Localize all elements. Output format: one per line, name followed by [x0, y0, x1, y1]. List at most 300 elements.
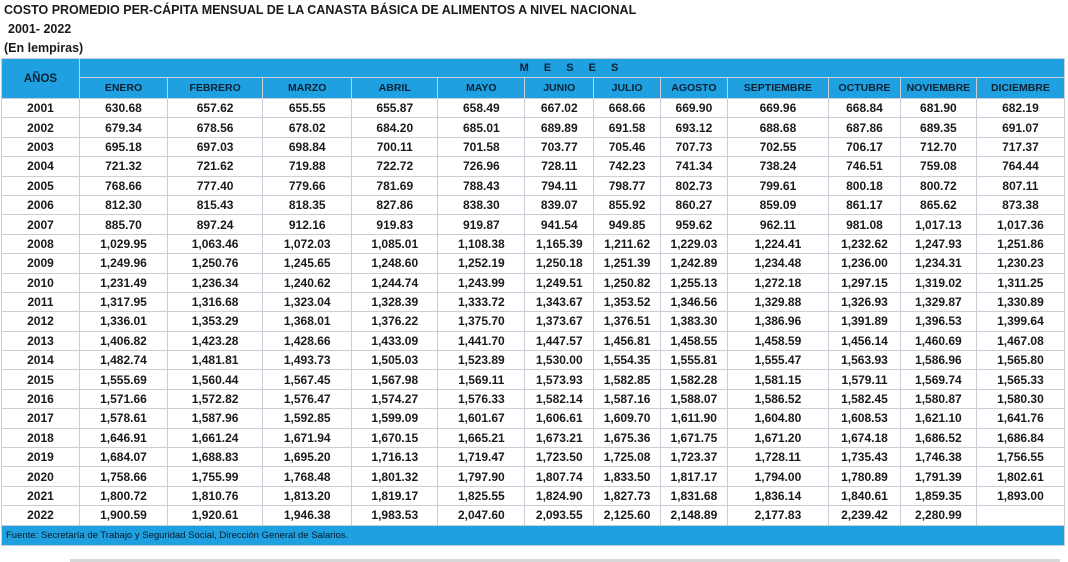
value-cell: 1,755.99 — [168, 467, 263, 486]
unit-label: (En lempiras) — [4, 41, 84, 55]
table-row — [2, 486, 1065, 505]
value-cell: 1,441.70 — [438, 331, 525, 350]
value-cell: 1,328.39 — [352, 292, 438, 311]
value-cell: 701.58 — [438, 137, 525, 156]
value-cell: 702.55 — [727, 137, 828, 156]
value-cell: 777.40 — [168, 176, 263, 195]
value-cell: 1,236.00 — [829, 254, 901, 273]
value-cell: 691.07 — [976, 118, 1064, 137]
value-cell: 1,368.01 — [263, 312, 352, 331]
value-cell: 799.61 — [727, 176, 828, 195]
value-cell: 679.34 — [79, 118, 167, 137]
value-cell: 1,447.57 — [525, 331, 594, 350]
value-cell: 712.70 — [900, 137, 976, 156]
value-cell: 1,250.82 — [594, 273, 661, 292]
value-cell: 1,456.81 — [594, 331, 661, 350]
value-cell: 678.56 — [168, 118, 263, 137]
value-cell: 1,560.44 — [168, 370, 263, 389]
value-cell: 855.92 — [594, 195, 661, 214]
value-cell: 2,177.83 — [727, 506, 828, 525]
month-header: JULIO — [594, 78, 661, 99]
value-cell: 726.96 — [438, 157, 525, 176]
value-cell: 1,029.95 — [79, 234, 167, 253]
year-cell: 2001 — [2, 99, 80, 118]
value-cell: 2,280.99 — [900, 506, 976, 525]
value-cell: 919.83 — [352, 215, 438, 234]
year-cell: 2002 — [2, 118, 80, 137]
value-cell: 802.73 — [661, 176, 728, 195]
value-cell: 1,946.38 — [263, 506, 352, 525]
value-cell: 1,554.35 — [594, 351, 661, 370]
value-cell: 1,695.20 — [263, 448, 352, 467]
value-cell: 1,467.08 — [976, 331, 1064, 350]
value-cell: 1,242.89 — [661, 254, 728, 273]
value-cell: 1,920.61 — [168, 506, 263, 525]
month-header: FEBRERO — [168, 78, 263, 99]
value-cell: 1,353.29 — [168, 312, 263, 331]
value-cell: 1,582.45 — [829, 389, 901, 408]
value-cell: 1,574.27 — [352, 389, 438, 408]
value-cell: 1,456.14 — [829, 331, 901, 350]
value-cell: 1,330.89 — [976, 292, 1064, 311]
price-table — [1, 58, 1065, 546]
value-cell: 959.62 — [661, 215, 728, 234]
value-cell: 721.32 — [79, 157, 167, 176]
value-cell: 1,297.15 — [829, 273, 901, 292]
value-cell: 1,670.15 — [352, 428, 438, 447]
value-cell: 759.08 — [900, 157, 976, 176]
month-header-row — [2, 78, 1065, 99]
value-cell: 669.96 — [727, 99, 828, 118]
value-cell: 1,580.87 — [900, 389, 976, 408]
value-cell: 1,316.68 — [168, 292, 263, 311]
table-row — [2, 331, 1065, 350]
month-header: JUNIO — [525, 78, 594, 99]
value-cell: 1,063.46 — [168, 234, 263, 253]
value-cell: 1,588.07 — [661, 389, 728, 408]
value-cell: 1,604.80 — [727, 409, 828, 428]
value-cell: 1,376.51 — [594, 312, 661, 331]
value-cell: 693.12 — [661, 118, 728, 137]
value-cell: 1,674.18 — [829, 428, 901, 447]
value-cell: 1,587.96 — [168, 409, 263, 428]
value-cell: 1,252.19 — [438, 254, 525, 273]
year-cell: 2022 — [2, 506, 80, 525]
table-row — [2, 137, 1065, 156]
value-cell: 700.11 — [352, 137, 438, 156]
value-cell: 1,728.11 — [727, 448, 828, 467]
value-cell: 1,329.88 — [727, 292, 828, 311]
value-cell: 1,573.93 — [525, 370, 594, 389]
value-cell: 1,428.66 — [263, 331, 352, 350]
value-cell: 1,565.33 — [976, 370, 1064, 389]
value-cell: 1,611.90 — [661, 409, 728, 428]
value-cell: 689.35 — [900, 118, 976, 137]
year-cell: 2019 — [2, 448, 80, 467]
value-cell: 657.62 — [168, 99, 263, 118]
value-cell: 1,481.81 — [168, 351, 263, 370]
value-cell: 1,391.89 — [829, 312, 901, 331]
value-cell: 1,505.03 — [352, 351, 438, 370]
value-cell: 697.03 — [168, 137, 263, 156]
value-cell: 838.30 — [438, 195, 525, 214]
value-cell: 1,688.83 — [168, 448, 263, 467]
value-cell: 689.89 — [525, 118, 594, 137]
value-cell: 1,250.18 — [525, 254, 594, 273]
value-cell: 655.55 — [263, 99, 352, 118]
value-cell: 1,231.49 — [79, 273, 167, 292]
value-cell: 698.84 — [263, 137, 352, 156]
value-cell: 812.30 — [79, 195, 167, 214]
value-cell: 1,333.72 — [438, 292, 525, 311]
value-cell: 1,396.53 — [900, 312, 976, 331]
value-cell: 1,661.24 — [168, 428, 263, 447]
value-cell: 2,148.89 — [661, 506, 728, 525]
value-cell: 1,758.66 — [79, 467, 167, 486]
value-cell: 1,824.90 — [525, 486, 594, 505]
month-header: NOVIEMBRE — [900, 78, 976, 99]
years-column-header: AÑOS — [2, 59, 80, 99]
value-cell: 1,819.17 — [352, 486, 438, 505]
value-cell: 818.35 — [263, 195, 352, 214]
value-cell: 1,831.68 — [661, 486, 728, 505]
value-cell: 839.07 — [525, 195, 594, 214]
value-cell: 794.11 — [525, 176, 594, 195]
value-cell: 1,671.20 — [727, 428, 828, 447]
year-cell: 2006 — [2, 195, 80, 214]
value-cell: 1,244.74 — [352, 273, 438, 292]
value-cell: 1,317.95 — [79, 292, 167, 311]
month-header: OCTUBRE — [829, 78, 901, 99]
value-cell: 1,840.61 — [829, 486, 901, 505]
value-cell: 1,072.03 — [263, 234, 352, 253]
table-body — [2, 99, 1065, 526]
value-cell: 1,735.43 — [829, 448, 901, 467]
value-cell: 1,802.61 — [976, 467, 1064, 486]
table-row — [2, 389, 1065, 408]
value-cell: 1,319.02 — [900, 273, 976, 292]
value-cell: 1,797.90 — [438, 467, 525, 486]
year-cell: 2021 — [2, 486, 80, 505]
value-cell: 1,329.87 — [900, 292, 976, 311]
value-cell: 1,353.52 — [594, 292, 661, 311]
value-cell: 1,719.47 — [438, 448, 525, 467]
value-cell: 1,555.47 — [727, 351, 828, 370]
value-cell: 1,567.98 — [352, 370, 438, 389]
value-cell: 1,423.28 — [168, 331, 263, 350]
value-cell: 1,586.52 — [727, 389, 828, 408]
value-cell: 1,807.74 — [525, 467, 594, 486]
value-cell: 2,093.55 — [525, 506, 594, 525]
value-cell: 1,609.70 — [594, 409, 661, 428]
value-cell: 860.27 — [661, 195, 728, 214]
value-cell: 764.44 — [976, 157, 1064, 176]
value-cell: 1,569.11 — [438, 370, 525, 389]
value-cell: 1,569.74 — [900, 370, 976, 389]
year-cell: 2004 — [2, 157, 80, 176]
value-cell: 1,671.75 — [661, 428, 728, 447]
value-cell: 678.02 — [263, 118, 352, 137]
value-cell: 1,230.23 — [976, 254, 1064, 273]
value-cell: 738.24 — [727, 157, 828, 176]
table-row — [2, 99, 1065, 118]
value-cell: 1,247.93 — [900, 234, 976, 253]
table-row — [2, 195, 1065, 214]
value-cell: 691.58 — [594, 118, 661, 137]
value-cell: 1,582.14 — [525, 389, 594, 408]
value-cell: 705.46 — [594, 137, 661, 156]
value-cell: 1,833.50 — [594, 467, 661, 486]
value-cell: 1,983.53 — [352, 506, 438, 525]
table-row — [2, 448, 1065, 467]
table-row — [2, 506, 1065, 525]
table-row — [2, 273, 1065, 292]
value-cell: 1,580.30 — [976, 389, 1064, 408]
value-cell: 1,686.52 — [900, 428, 976, 447]
value-cell: 1,684.07 — [79, 448, 167, 467]
value-cell: 800.18 — [829, 176, 901, 195]
value-cell: 873.38 — [976, 195, 1064, 214]
value-cell: 746.51 — [829, 157, 901, 176]
value-cell: 827.86 — [352, 195, 438, 214]
value-cell: 1,671.94 — [263, 428, 352, 447]
value-cell: 1,592.85 — [263, 409, 352, 428]
value-cell: 1,836.14 — [727, 486, 828, 505]
value-cell: 1,791.39 — [900, 467, 976, 486]
value-cell: 1,900.59 — [79, 506, 167, 525]
year-cell: 2009 — [2, 254, 80, 273]
value-cell: 1,460.69 — [900, 331, 976, 350]
value-cell: 1,586.96 — [900, 351, 976, 370]
value-cell: 1,248.60 — [352, 254, 438, 273]
value-cell: 1,801.32 — [352, 467, 438, 486]
value-cell: 1,768.48 — [263, 467, 352, 486]
value-cell: 1,563.93 — [829, 351, 901, 370]
value-cell: 981.08 — [829, 215, 901, 234]
value-cell: 1,581.15 — [727, 370, 828, 389]
value-cell: 1,665.21 — [438, 428, 525, 447]
value-cell: 1,893.00 — [976, 486, 1064, 505]
value-cell: 1,800.72 — [79, 486, 167, 505]
value-cell: 655.87 — [352, 99, 438, 118]
value-cell: 1,530.00 — [525, 351, 594, 370]
value-cell: 1,587.16 — [594, 389, 661, 408]
table-row — [2, 467, 1065, 486]
year-cell: 2020 — [2, 467, 80, 486]
value-cell: 1,245.65 — [263, 254, 352, 273]
value-cell: 706.17 — [829, 137, 901, 156]
value-cell: 1,251.86 — [976, 234, 1064, 253]
value-cell: 1,827.73 — [594, 486, 661, 505]
value-cell — [976, 506, 1064, 525]
value-cell: 667.02 — [525, 99, 594, 118]
value-cell: 1,571.66 — [79, 389, 167, 408]
value-cell: 865.62 — [900, 195, 976, 214]
value-cell: 1,458.59 — [727, 331, 828, 350]
value-cell: 717.37 — [976, 137, 1064, 156]
value-cell: 912.16 — [263, 215, 352, 234]
value-cell: 1,234.48 — [727, 254, 828, 273]
table-row — [2, 370, 1065, 389]
table-row — [2, 292, 1065, 311]
year-cell: 2015 — [2, 370, 80, 389]
year-cell: 2013 — [2, 331, 80, 350]
value-cell: 681.90 — [900, 99, 976, 118]
value-cell: 1,646.91 — [79, 428, 167, 447]
value-cell: 1,606.61 — [525, 409, 594, 428]
table-row — [2, 409, 1065, 428]
table-row — [2, 176, 1065, 195]
value-cell: 1,716.13 — [352, 448, 438, 467]
month-header: AGOSTO — [661, 78, 728, 99]
value-cell: 1,723.50 — [525, 448, 594, 467]
value-cell: 685.01 — [438, 118, 525, 137]
value-cell: 1,641.76 — [976, 409, 1064, 428]
value-cell: 1,343.67 — [525, 292, 594, 311]
value-cell: 1,224.41 — [727, 234, 828, 253]
value-cell: 719.88 — [263, 157, 352, 176]
value-cell: 682.19 — [976, 99, 1064, 118]
table-row — [2, 118, 1065, 137]
table-row — [2, 428, 1065, 447]
value-cell: 1,376.22 — [352, 312, 438, 331]
value-cell: 703.77 — [525, 137, 594, 156]
months-group-header: M E S E S — [79, 59, 1064, 78]
value-cell: 1,725.08 — [594, 448, 661, 467]
value-cell: 1,272.18 — [727, 273, 828, 292]
value-cell: 741.34 — [661, 157, 728, 176]
value-cell: 1,243.99 — [438, 273, 525, 292]
value-cell: 1,576.47 — [263, 389, 352, 408]
value-cell: 1,255.13 — [661, 273, 728, 292]
value-cell: 630.68 — [79, 99, 167, 118]
value-cell: 1,523.89 — [438, 351, 525, 370]
value-cell: 962.11 — [727, 215, 828, 234]
value-cell: 1,780.89 — [829, 467, 901, 486]
year-cell: 2010 — [2, 273, 80, 292]
value-cell: 1,673.21 — [525, 428, 594, 447]
value-cell: 1,165.39 — [525, 234, 594, 253]
value-cell: 1,234.31 — [900, 254, 976, 273]
value-cell: 668.66 — [594, 99, 661, 118]
value-cell: 1,211.62 — [594, 234, 661, 253]
value-cell: 949.85 — [594, 215, 661, 234]
value-cell: 1,386.96 — [727, 312, 828, 331]
value-cell: 1,326.93 — [829, 292, 901, 311]
value-cell: 1,555.81 — [661, 351, 728, 370]
value-cell: 1,572.82 — [168, 389, 263, 408]
value-cell: 1,579.11 — [829, 370, 901, 389]
value-cell: 1,383.30 — [661, 312, 728, 331]
value-cell: 742.23 — [594, 157, 661, 176]
value-cell: 1,458.55 — [661, 331, 728, 350]
value-cell: 2,047.60 — [438, 506, 525, 525]
value-cell: 1,813.20 — [263, 486, 352, 505]
value-cell: 807.11 — [976, 176, 1064, 195]
value-cell: 1,482.74 — [79, 351, 167, 370]
value-cell: 2,125.60 — [594, 506, 661, 525]
month-header: SEPTIEMBRE — [727, 78, 828, 99]
value-cell: 1,250.76 — [168, 254, 263, 273]
value-cell: 1,578.61 — [79, 409, 167, 428]
month-header: ABRIL — [352, 78, 438, 99]
value-cell: 1,810.76 — [168, 486, 263, 505]
value-cell: 1,336.01 — [79, 312, 167, 331]
value-cell: 721.62 — [168, 157, 263, 176]
value-cell: 1,311.25 — [976, 273, 1064, 292]
year-cell: 2011 — [2, 292, 80, 311]
value-cell: 1,576.33 — [438, 389, 525, 408]
year-cell: 2003 — [2, 137, 80, 156]
year-range: 2001- 2022 — [8, 22, 72, 36]
value-cell: 1,567.45 — [263, 370, 352, 389]
value-cell: 668.84 — [829, 99, 901, 118]
value-cell: 1,555.69 — [79, 370, 167, 389]
value-cell: 1,433.09 — [352, 331, 438, 350]
table-row — [2, 215, 1065, 234]
table-title: COSTO PROMEDIO PER-CÁPITA MENSUAL DE LA CANASTA BÁSICA DE ALIMENTOS A NIVEL NACIONAL — [4, 3, 637, 17]
year-cell: 2017 — [2, 409, 80, 428]
year-cell: 2008 — [2, 234, 80, 253]
value-cell: 798.77 — [594, 176, 661, 195]
value-cell: 1,346.56 — [661, 292, 728, 311]
value-cell: 1,723.37 — [661, 448, 728, 467]
value-cell: 2,239.42 — [829, 506, 901, 525]
value-cell: 1,582.85 — [594, 370, 661, 389]
year-cell: 2012 — [2, 312, 80, 331]
value-cell: 1,085.01 — [352, 234, 438, 253]
value-cell: 1,756.55 — [976, 448, 1064, 467]
month-header: ENERO — [79, 78, 167, 99]
table-row — [2, 157, 1065, 176]
value-cell: 688.68 — [727, 118, 828, 137]
value-cell: 941.54 — [525, 215, 594, 234]
value-cell: 1,108.38 — [438, 234, 525, 253]
value-cell: 1,599.09 — [352, 409, 438, 428]
value-cell: 1,017.36 — [976, 215, 1064, 234]
value-cell: 1,232.62 — [829, 234, 901, 253]
value-cell: 919.87 — [438, 215, 525, 234]
year-cell: 2005 — [2, 176, 80, 195]
value-cell: 1,582.28 — [661, 370, 728, 389]
value-cell: 1,373.67 — [525, 312, 594, 331]
value-cell: 1,399.64 — [976, 312, 1064, 331]
value-cell: 788.43 — [438, 176, 525, 195]
month-header: MARZO — [263, 78, 352, 99]
value-cell: 1,675.36 — [594, 428, 661, 447]
value-cell: 1,746.38 — [900, 448, 976, 467]
table-row — [2, 312, 1065, 331]
value-cell: 1,621.10 — [900, 409, 976, 428]
source-note: Fuente: Secretaría de Trabajo y Seguridad Social, Dirección General de Salarios. — [2, 525, 1065, 545]
value-cell: 687.86 — [829, 118, 901, 137]
value-cell: 669.90 — [661, 99, 728, 118]
table-row — [2, 351, 1065, 370]
month-header: DICIEMBRE — [976, 78, 1064, 99]
year-cell: 2007 — [2, 215, 80, 234]
value-cell: 1,601.67 — [438, 409, 525, 428]
value-cell: 1,017.13 — [900, 215, 976, 234]
value-cell: 728.11 — [525, 157, 594, 176]
value-cell: 1,406.82 — [79, 331, 167, 350]
table-row — [2, 234, 1065, 253]
table-row — [2, 254, 1065, 273]
value-cell: 1,229.03 — [661, 234, 728, 253]
value-cell: 859.09 — [727, 195, 828, 214]
value-cell: 1,825.55 — [438, 486, 525, 505]
value-cell: 1,249.51 — [525, 273, 594, 292]
value-cell: 768.66 — [79, 176, 167, 195]
